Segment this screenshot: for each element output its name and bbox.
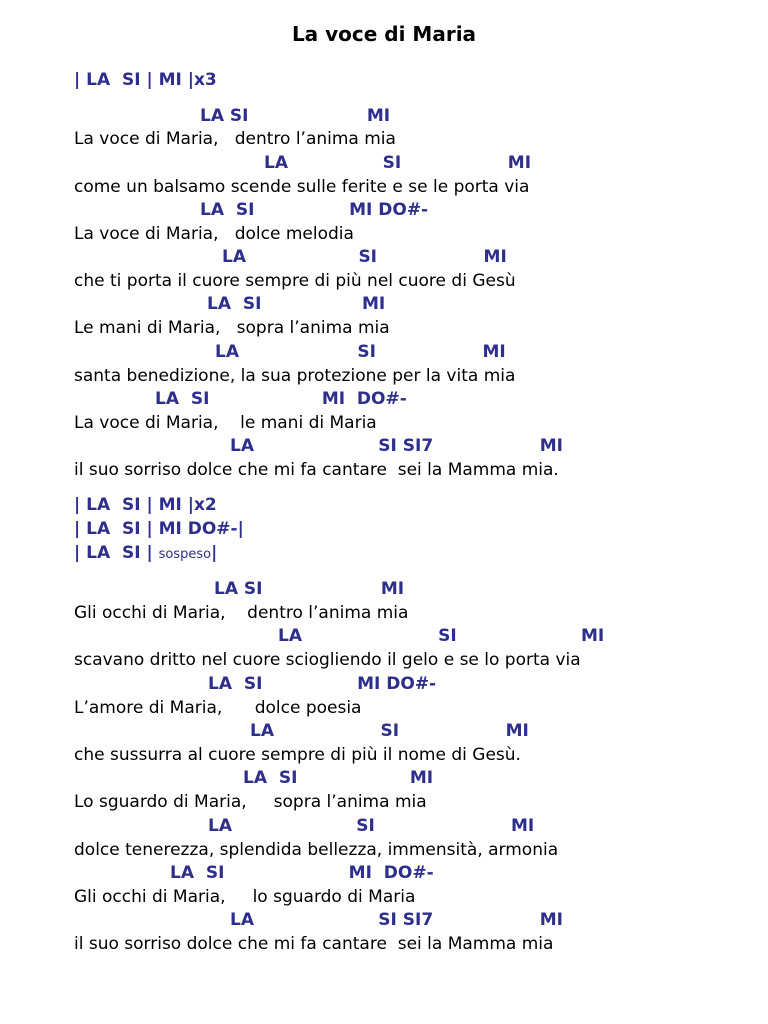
verse2-lyric-5: Lo sguardo di Maria, sopra l’anima mia xyxy=(74,792,427,812)
verse1-lyric-6: santa benedizione, la sua protezione per la vita mia xyxy=(74,366,516,386)
interlude-line-3-prefix: | LA SI | xyxy=(74,543,159,563)
verse2-chords-6: LA SI MI xyxy=(208,816,535,836)
verse2-lyric-2: scavano dritto nel cuore sciogliendo il gelo e se lo porta via xyxy=(74,650,581,670)
verse2-lyric-6: dolce tenerezza, splendida bellezza, immensità, armonia xyxy=(74,840,559,860)
verse1-lyric-2: come un balsamo scende sulle ferite e se le porta via xyxy=(74,177,530,197)
sospeso-note: sospeso xyxy=(158,547,212,562)
verse1-lyric-5: Le mani di Maria, sopra l’anima mia xyxy=(74,318,390,338)
verse2-lyric-1: Gli occhi di Maria, dentro l’anima mia xyxy=(74,603,409,623)
page-title: La voce di Maria xyxy=(291,22,477,46)
verse1-lyric-7: La voce di Maria, le mani di Maria xyxy=(74,413,377,433)
verse2-lyric-7: Gli occhi di Maria, lo sguardo di Maria xyxy=(74,887,416,907)
intro-chords: | LA SI | MI |x3 xyxy=(74,70,217,90)
verse1-lyric-8: il suo sorriso dolce che mi fa cantare sei la Mamma mia. xyxy=(74,460,559,480)
verse2-lyric-8: il suo sorriso dolce che mi fa cantare sei la Mamma mia xyxy=(74,934,554,954)
verse1-chords-4: LA SI MI xyxy=(222,247,507,267)
verse2-chords-4: LA SI MI xyxy=(250,721,529,741)
verse2-chords-8: LA SI SI7 MI xyxy=(230,910,563,930)
verse1-chords-6: LA SI MI xyxy=(215,342,506,362)
verse1-chords-1: LA SI MI xyxy=(200,106,391,126)
verse1-chords-2: LA SI MI xyxy=(264,153,532,173)
interlude-line-3-suffix: | xyxy=(211,543,218,563)
verse1-chords-8: LA SI SI7 MI xyxy=(230,436,563,456)
verse2-chords-1: LA SI MI xyxy=(214,579,405,599)
verse1-lyric-3: La voce di Maria, dolce melodia xyxy=(74,224,354,244)
interlude-line-2: | LA SI | MI DO#-| xyxy=(74,519,244,539)
verse2-chords-2: LA SI MI xyxy=(278,626,605,646)
verse2-lyric-3: L’amore di Maria, dolce poesia xyxy=(74,698,362,718)
verse1-chords-3: LA SI MI DO#- xyxy=(200,200,429,220)
verse1-chords-5: LA SI MI xyxy=(207,294,386,314)
verse2-lyric-4: che sussurra al cuore sempre di più il nome di Gesù. xyxy=(74,745,521,765)
verse1-lyric-1: La voce di Maria, dentro l’anima mia xyxy=(74,129,396,149)
verse1-chords-7: LA SI MI DO#- xyxy=(155,389,407,409)
interlude-line-1: | LA SI | MI |x2 xyxy=(74,495,217,515)
verse2-chords-5: LA SI MI xyxy=(243,768,434,788)
verse2-chords-3: LA SI MI DO#- xyxy=(208,674,437,694)
verse2-chords-7: LA SI MI DO#- xyxy=(170,863,434,883)
interlude-line-3 xyxy=(74,543,217,563)
verse1-lyric-4: che ti porta il cuore sempre di più nel cuore di Gesù xyxy=(74,271,516,291)
